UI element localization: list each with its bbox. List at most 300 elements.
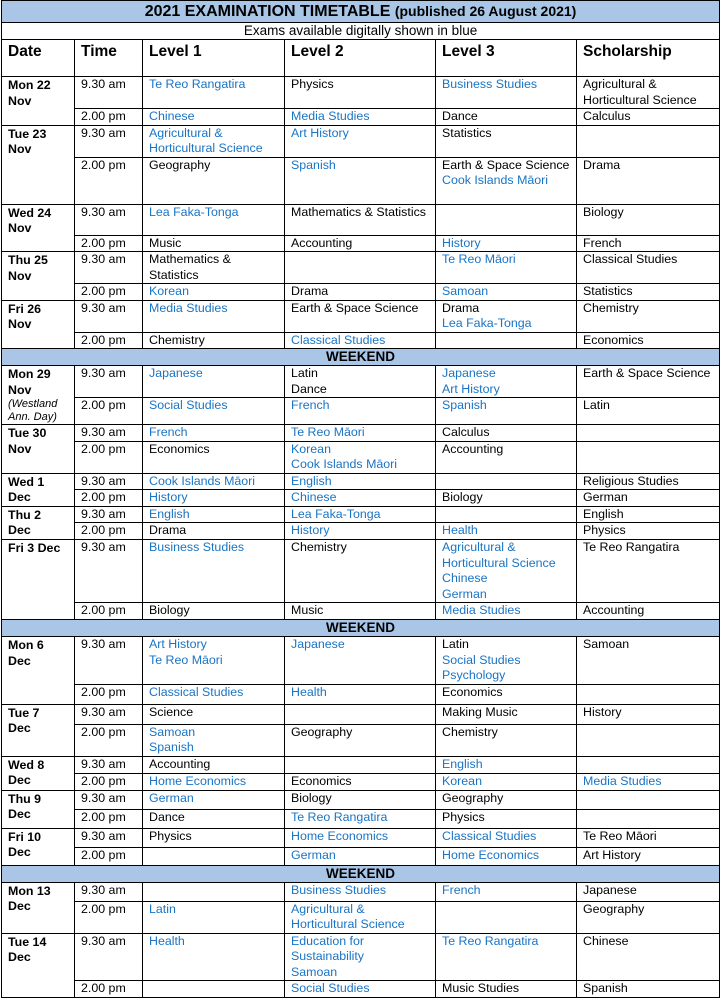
- scholarship-cell: [577, 847, 720, 865]
- time-cell: 9.30 am: [75, 425, 143, 442]
- session-row: [2, 756, 720, 773]
- level-2-cell: [285, 157, 436, 204]
- level-1-cell: [143, 252, 285, 284]
- date-line: Nov: [8, 221, 32, 235]
- session-row: [2, 637, 720, 685]
- subject-entry: Dance: [149, 809, 185, 824]
- subject-entry: Economics: [291, 773, 352, 788]
- date-cell: [2, 77, 75, 126]
- level-3-cell: [436, 425, 577, 442]
- date-cell: [2, 252, 75, 301]
- level-1-cell: [143, 756, 285, 773]
- level-3-cell: [436, 724, 577, 756]
- date-line: Dec: [8, 807, 31, 821]
- level-2-cell: [285, 425, 436, 442]
- level-1-cell: [143, 366, 285, 398]
- subject-entry: Agricultural & Horticultural Science: [291, 901, 405, 931]
- level-3-cell: [436, 235, 577, 252]
- level-2-cell: [285, 847, 436, 865]
- time-cell: 9.30 am: [75, 506, 143, 523]
- col-header-date: Date: [2, 40, 75, 77]
- level-1-cell: [143, 981, 285, 998]
- level-2-cell: [285, 724, 436, 756]
- date-note: (Westland Ann. Day): [8, 398, 58, 423]
- level-1-cell: [143, 637, 285, 685]
- subject-entry: Chemistry: [583, 300, 639, 315]
- weekend-row: [2, 349, 720, 366]
- subject-entry: Te Reo Māori: [442, 252, 516, 266]
- time-cell: 2.00 pm: [75, 235, 143, 252]
- session-row: [2, 398, 720, 425]
- title-row: [2, 1, 720, 23]
- subject-entry: Te Reo Rangatira: [149, 77, 246, 91]
- time-cell: 2.00 pm: [75, 773, 143, 790]
- date-line: Fri 3 Dec: [8, 541, 61, 555]
- level-2-cell: [285, 637, 436, 685]
- level-1-cell: [143, 441, 285, 473]
- time-cell: 9.30 am: [75, 790, 143, 809]
- subject-entry: Chemistry: [442, 724, 498, 739]
- subject-entry: Korean: [442, 773, 482, 788]
- date-cell: [2, 828, 75, 865]
- date-cell: [2, 204, 75, 252]
- time-cell: 9.30 am: [75, 204, 143, 235]
- time-cell: 9.30 am: [75, 77, 143, 109]
- level-1-cell: [143, 125, 285, 157]
- subject-entry: Te Reo Rangatira: [583, 540, 680, 554]
- level-2-cell: [285, 204, 436, 235]
- date-cell: [2, 637, 75, 705]
- subject-entry: Samoan: [291, 964, 338, 979]
- subject-entry: Drama: [291, 284, 329, 298]
- session-row: [2, 473, 720, 490]
- scholarship-cell: [577, 724, 720, 756]
- date-line: Wed 1: [8, 474, 45, 489]
- date-line: Nov: [8, 317, 32, 331]
- subject-entry: Latin: [149, 901, 176, 916]
- scholarship-cell: [577, 425, 720, 442]
- level-3-cell: [436, 540, 577, 603]
- date-cell: [2, 125, 75, 204]
- session-row: [2, 790, 720, 809]
- scholarship-cell: [577, 109, 720, 126]
- weekend-row: [2, 620, 720, 637]
- date-line: Nov: [8, 93, 32, 108]
- timetable-title: [2, 1, 720, 23]
- scholarship-cell: [577, 704, 720, 724]
- level-3-cell: [436, 252, 577, 284]
- subject-entry: Cook Islands Māori: [442, 173, 549, 187]
- date-line: Dec: [8, 490, 31, 504]
- level-3-cell: [436, 366, 577, 398]
- date-line: Tue 23: [8, 126, 47, 141]
- subject-entry: Classical Studies: [291, 332, 386, 347]
- subject-entry: Economics: [583, 332, 644, 347]
- level-2-cell: [285, 603, 436, 620]
- subject-entry: Science: [149, 704, 194, 719]
- level-3-cell: [436, 981, 577, 998]
- time-cell: 2.00 pm: [75, 109, 143, 126]
- level-2-cell: [285, 523, 436, 540]
- level-1-cell: [143, 506, 285, 523]
- level-1-cell: [143, 109, 285, 126]
- level-2-cell: [285, 540, 436, 603]
- subject-entry: English: [291, 473, 332, 488]
- scholarship-cell: [577, 490, 720, 507]
- subject-entry: History: [291, 523, 330, 537]
- col-header-level-3: Level 3: [436, 40, 577, 77]
- subject-entry: Psychology: [442, 668, 506, 682]
- subject-entry: Chinese: [149, 109, 195, 123]
- time-cell: 9.30 am: [75, 756, 143, 773]
- subject-entry: Physics: [291, 77, 334, 91]
- level-1-cell: [143, 77, 285, 109]
- subject-entry: Mathematics & Statistics: [291, 204, 426, 219]
- subject-entry: Business Studies: [291, 882, 387, 897]
- scholarship-cell: [577, 157, 720, 204]
- date-line: Dec: [8, 950, 31, 964]
- scholarship-cell: [577, 603, 720, 620]
- scholarship-cell: [577, 125, 720, 157]
- level-1-cell: [143, 523, 285, 540]
- subject-entry: Latin: [442, 637, 469, 651]
- level-1-cell: [143, 773, 285, 790]
- session-row: [2, 704, 720, 724]
- time-cell: 2.00 pm: [75, 724, 143, 756]
- time-cell: 2.00 pm: [75, 441, 143, 473]
- session-row: [2, 603, 720, 620]
- date-line: Mon 13: [8, 883, 51, 898]
- subject-entry: Chinese: [442, 571, 488, 585]
- time-cell: 2.00 pm: [75, 981, 143, 998]
- date-line: Dec: [8, 523, 31, 537]
- time-cell: 9.30 am: [75, 933, 143, 981]
- subject-entry: Mathematics & Statistics: [149, 252, 231, 282]
- subject-entry: Cook Islands Māori: [149, 473, 256, 488]
- scholarship-cell: [577, 684, 720, 704]
- date-cell: [2, 300, 75, 349]
- scholarship-cell: [577, 756, 720, 773]
- time-cell: 9.30 am: [75, 252, 143, 284]
- subject-entry: Latin: [583, 398, 610, 412]
- level-2-cell: [285, 933, 436, 981]
- subject-entry: Physics: [149, 828, 192, 843]
- time-cell: 2.00 pm: [75, 809, 143, 828]
- level-2-cell: [285, 882, 436, 901]
- date-line: Mon 22: [8, 78, 51, 92]
- subject-entry: German: [291, 847, 336, 862]
- subject-entry: Lea Faka-Tonga: [149, 204, 239, 219]
- subject-entry: Samoan: [442, 284, 489, 298]
- date-cell: [2, 425, 75, 474]
- subject-entry: English: [442, 756, 483, 771]
- header-row: [2, 40, 720, 77]
- subject-entry: Classical Studies: [583, 252, 678, 266]
- scholarship-cell: [577, 790, 720, 809]
- session-row: [2, 809, 720, 828]
- session-row: [2, 425, 720, 442]
- subject-entry: French: [291, 398, 330, 412]
- date-cell: [2, 933, 75, 998]
- level-3-cell: [436, 398, 577, 425]
- level-2-cell: [285, 790, 436, 809]
- level-2-cell: [285, 981, 436, 998]
- level-3-cell: [436, 773, 577, 790]
- session-row: [2, 366, 720, 398]
- date-cell: [2, 540, 75, 620]
- session-row: [2, 109, 720, 126]
- level-3-cell: [436, 684, 577, 704]
- subject-entry: Te Reo Māori: [291, 425, 365, 439]
- level-2-cell: [285, 684, 436, 704]
- scholarship-cell: [577, 300, 720, 332]
- date-line: Wed 24: [8, 205, 52, 220]
- subject-entry: Cook Islands Māori: [291, 457, 398, 471]
- session-row: [2, 981, 720, 998]
- level-1-cell: [143, 724, 285, 756]
- time-cell: 2.00 pm: [75, 684, 143, 704]
- session-row: [2, 933, 720, 981]
- subject-entry: German: [442, 586, 487, 601]
- subject-entry: French: [442, 882, 481, 897]
- subject-entry: Geography: [291, 724, 353, 739]
- subject-entry: Japanese: [583, 882, 637, 897]
- date-line: Dec: [8, 899, 31, 913]
- subject-entry: Making Music: [442, 704, 518, 719]
- level-3-cell: [436, 300, 577, 332]
- date-line: Dec: [8, 653, 31, 668]
- scholarship-cell: [577, 506, 720, 523]
- level-1-cell: [143, 425, 285, 442]
- date-line: Tue 7: [8, 705, 40, 720]
- level-3-cell: [436, 704, 577, 724]
- subject-entry: Statistics: [442, 125, 492, 140]
- scholarship-cell: [577, 523, 720, 540]
- level-2-cell: [285, 441, 436, 473]
- subject-entry: Geography: [583, 901, 645, 916]
- time-cell: 2.00 pm: [75, 332, 143, 349]
- level-1-cell: [143, 473, 285, 490]
- date-line: Thu 2: [8, 507, 42, 522]
- digital-note: Exams available digitally shown in blue: [2, 23, 720, 40]
- session-row: [2, 882, 720, 901]
- scholarship-cell: [577, 332, 720, 349]
- date-cell: [2, 790, 75, 828]
- scholarship-cell: [577, 77, 720, 109]
- subject-entry: Chemistry: [149, 332, 205, 347]
- session-row: [2, 724, 720, 756]
- date-line: Mon 29: [8, 367, 51, 381]
- level-3-cell: [436, 157, 577, 204]
- subject-entry: Lea Faka-Tonga: [442, 316, 532, 330]
- scholarship-cell: [577, 366, 720, 398]
- title-text: 2021 EXAMINATION TIMETABLE: [144, 3, 391, 20]
- date-line: Thu 25: [8, 253, 48, 267]
- time-cell: 9.30 am: [75, 540, 143, 603]
- time-cell: 2.00 pm: [75, 398, 143, 425]
- subject-entry: Art History: [149, 637, 207, 651]
- level-3-cell: [436, 901, 577, 933]
- subject-entry: Accounting: [442, 441, 504, 456]
- subject-entry: Classical Studies: [149, 684, 244, 699]
- level-1-cell: [143, 790, 285, 809]
- subject-entry: Chinese: [583, 933, 629, 948]
- date-cell: [2, 366, 75, 425]
- session-row: [2, 125, 720, 157]
- note-row: [2, 23, 720, 40]
- session-row: [2, 441, 720, 473]
- scholarship-cell: [577, 933, 720, 981]
- subject-entry: Biology: [583, 204, 624, 219]
- weekend-label: WEEKEND: [2, 349, 720, 366]
- subject-entry: Te Reo Rangatira: [442, 933, 539, 948]
- subject-entry: Agricultural & Horticultural Science: [583, 77, 697, 107]
- session-row: [2, 847, 720, 865]
- subject-entry: Earth & Space Science: [291, 300, 419, 315]
- weekend-label: WEEKEND: [2, 865, 720, 882]
- session-row: [2, 506, 720, 523]
- subject-entry: Health: [442, 523, 478, 537]
- subject-entry: Physics: [583, 523, 626, 537]
- level-2-cell: [285, 704, 436, 724]
- level-2-cell: [285, 773, 436, 790]
- level-1-cell: [143, 540, 285, 603]
- level-3-cell: [436, 506, 577, 523]
- level-2-cell: [285, 300, 436, 332]
- time-cell: 9.30 am: [75, 300, 143, 332]
- subject-entry: Korean: [291, 441, 331, 456]
- date-line: Thu 9: [8, 791, 42, 806]
- session-row: [2, 332, 720, 349]
- time-cell: 9.30 am: [75, 366, 143, 398]
- time-cell: 2.00 pm: [75, 157, 143, 204]
- subject-entry: Japanese: [291, 637, 345, 651]
- subject-entry: Biology: [442, 490, 483, 504]
- time-cell: 9.30 am: [75, 473, 143, 490]
- subject-entry: Earth & Space Science: [583, 366, 711, 380]
- col-header-level-1: Level 1: [143, 40, 285, 77]
- date-line: Fri 10: [8, 829, 42, 844]
- subject-entry: Art History: [442, 381, 500, 396]
- level-1-cell: [143, 284, 285, 301]
- scholarship-cell: [577, 809, 720, 828]
- subject-entry: Home Economics: [291, 828, 389, 843]
- level-1-cell: [143, 603, 285, 620]
- date-line: Dec: [8, 721, 31, 735]
- subject-entry: Dance: [291, 381, 327, 396]
- subject-entry: Education for Sustainability: [291, 933, 365, 963]
- subject-entry: Te Reo Māori: [583, 828, 657, 843]
- date-line: Fri 26: [8, 301, 42, 316]
- level-1-cell: [143, 157, 285, 204]
- published-date: (published 26 August 2021): [394, 3, 577, 19]
- level-1-cell: [143, 847, 285, 865]
- session-row: [2, 828, 720, 847]
- time-cell: 2.00 pm: [75, 847, 143, 865]
- session-row: [2, 204, 720, 235]
- session-row: [2, 300, 720, 332]
- subject-entry: Accounting: [583, 603, 645, 617]
- level-2-cell: [285, 235, 436, 252]
- level-2-cell: [285, 398, 436, 425]
- subject-entry: Geography: [442, 790, 504, 805]
- subject-entry: History: [442, 235, 481, 250]
- date-cell: [2, 882, 75, 933]
- date-line: Tue 14: [8, 934, 47, 949]
- subject-entry: Spanish: [442, 398, 487, 412]
- subject-entry: Agricultural & Horticultural Science: [149, 125, 263, 155]
- subject-entry: Economics: [149, 441, 210, 456]
- subject-entry: Media Studies: [442, 603, 521, 617]
- subject-entry: Drama: [442, 300, 480, 315]
- level-3-cell: [436, 125, 577, 157]
- level-3-cell: [436, 204, 577, 235]
- scholarship-cell: [577, 235, 720, 252]
- weekend-row: [2, 865, 720, 882]
- subject-entry: Business Studies: [442, 77, 538, 91]
- date-line: Dec: [8, 845, 31, 859]
- date-cell: [2, 473, 75, 506]
- level-2-cell: [285, 506, 436, 523]
- time-cell: 2.00 pm: [75, 523, 143, 540]
- subject-entry: Classical Studies: [442, 828, 537, 843]
- subject-entry: French: [149, 425, 188, 439]
- subject-entry: Social Studies: [149, 398, 228, 412]
- subject-entry: Samoan: [583, 637, 630, 651]
- level-1-cell: [143, 901, 285, 933]
- time-cell: 9.30 am: [75, 704, 143, 724]
- subject-entry: Spanish: [291, 157, 336, 172]
- date-line: Nov: [8, 142, 32, 156]
- level-2-cell: [285, 109, 436, 126]
- date-line: Mon 6: [8, 638, 44, 652]
- subject-entry: History: [583, 704, 622, 719]
- level-3-cell: [436, 490, 577, 507]
- subject-entry: Chemistry: [291, 540, 347, 554]
- level-2-cell: [285, 809, 436, 828]
- subject-entry: Geography: [149, 157, 211, 172]
- subject-entry: Calculus: [442, 425, 490, 439]
- subject-entry: Art History: [291, 125, 349, 140]
- level-2-cell: [285, 366, 436, 398]
- session-row: [2, 235, 720, 252]
- level-1-cell: [143, 933, 285, 981]
- subject-entry: Japanese: [442, 366, 496, 380]
- subject-entry: Art History: [583, 847, 641, 862]
- subject-entry: Dance: [442, 109, 478, 123]
- time-cell: 9.30 am: [75, 125, 143, 157]
- date-cell: [2, 506, 75, 540]
- time-cell: 2.00 pm: [75, 901, 143, 933]
- level-1-cell: [143, 300, 285, 332]
- subject-entry: Korean: [149, 284, 189, 298]
- level-3-cell: [436, 933, 577, 981]
- subject-entry: History: [149, 490, 188, 504]
- subject-entry: Media Studies: [583, 773, 662, 788]
- subject-entry: Agricultural & Horticultural Science: [442, 540, 556, 570]
- level-1-cell: [143, 235, 285, 252]
- subject-entry: Drama: [583, 157, 621, 172]
- col-header-time: Time: [75, 40, 143, 77]
- subject-entry: Drama: [149, 523, 187, 537]
- subject-entry: Te Reo Rangatira: [291, 809, 388, 824]
- level-2-cell: [285, 901, 436, 933]
- subject-entry: Home Economics: [149, 773, 247, 788]
- level-1-cell: [143, 828, 285, 847]
- level-1-cell: [143, 882, 285, 901]
- subject-entry: Physics: [442, 809, 485, 824]
- session-row: [2, 684, 720, 704]
